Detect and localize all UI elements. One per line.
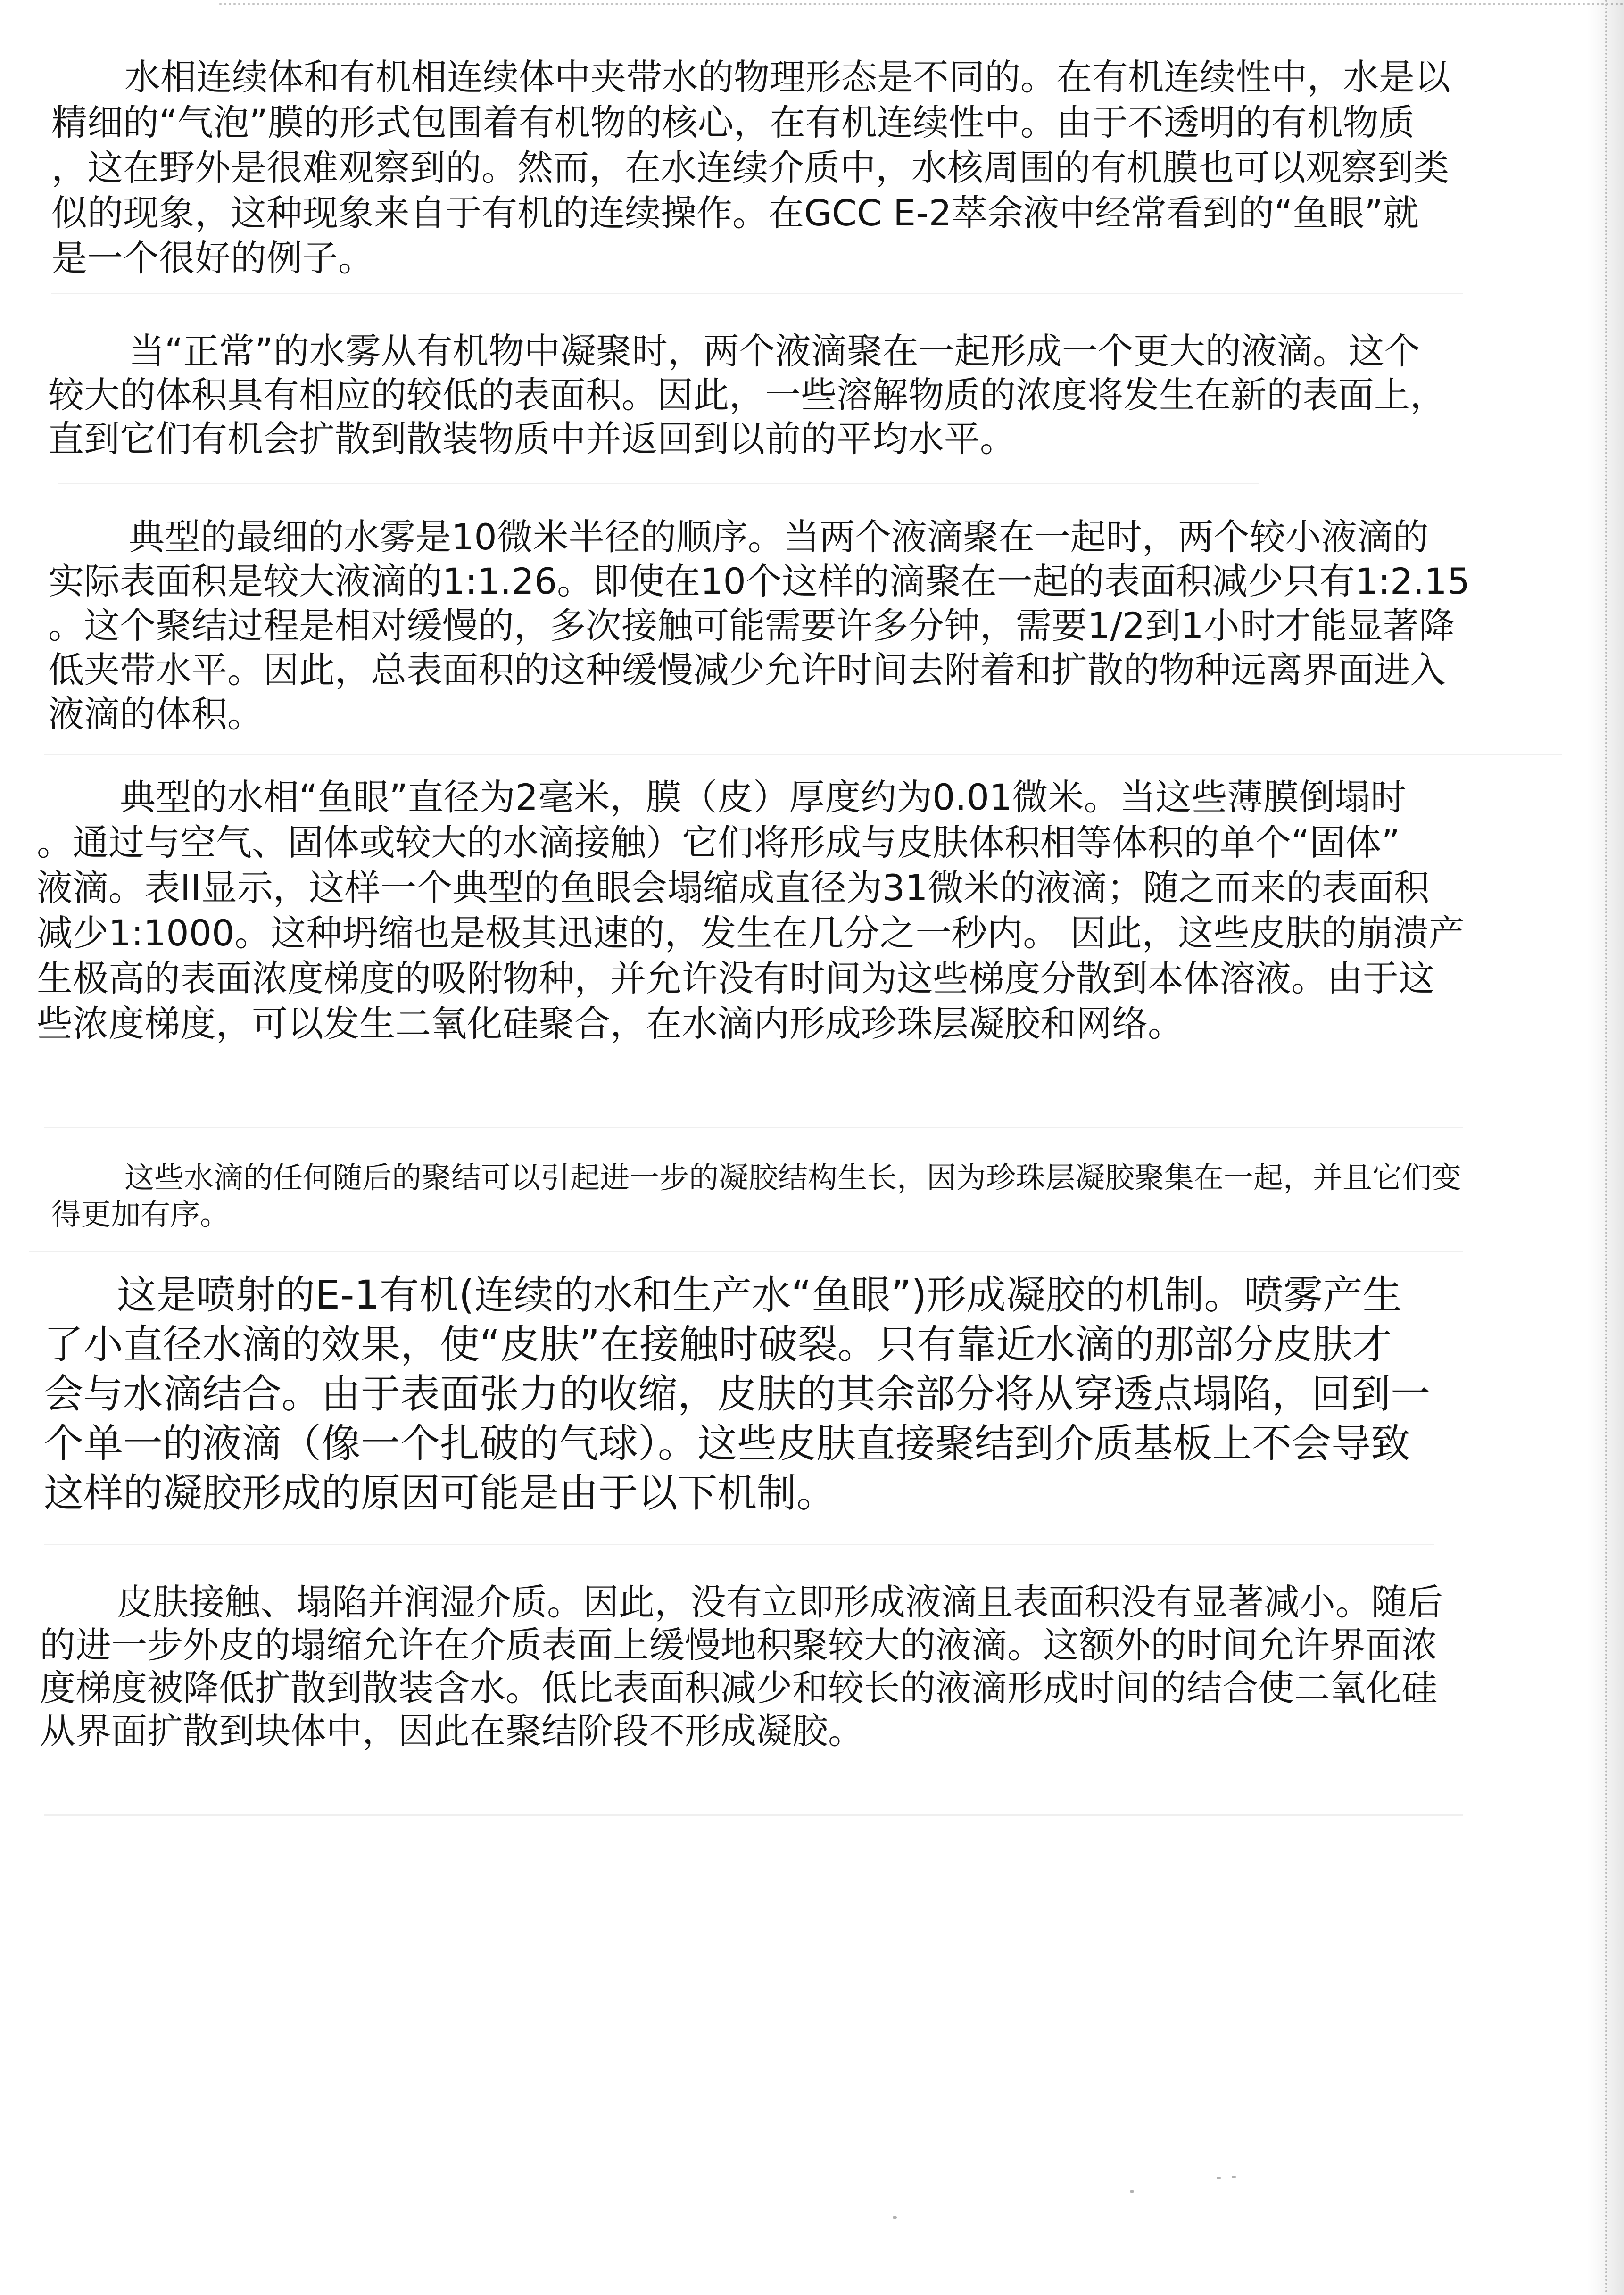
paragraph-3: [48, 515, 1470, 737]
scan-block-edge: [29, 1251, 1463, 1252]
scan-top-edge: [219, 3, 1624, 5]
paragraph-line: 些浓度梯度，可以发生二氧化硅聚合，在水滴内形成珍珠层凝胶和网络。: [37, 1003, 1184, 1044]
paragraph-line: 这是喷射的E-1有机(连续的水和生产水“鱼眼”)形成凝胶的机制。喷雾产生: [117, 1272, 1402, 1318]
scan-speck: [1217, 2177, 1221, 2179]
paragraph-line: 精细的“气泡”膜的形式包围着有机物的核心，在有机连续性中。由于不透明的有机物质: [51, 101, 1415, 143]
paragraph-line: 减少1:1000。这种坍缩也是极其迅速的，发生在几分之一秒内。 因此，这些皮肤的崩溃产: [37, 912, 1465, 954]
paragraph-line: 会与水滴结合。由于表面张力的收缩，皮肤的其余部分将从穿透点塌陷，回到一: [44, 1371, 1431, 1417]
paragraph-line: ，这在野外是很难观察到的。然而，在水连续介质中，水核周围的有机膜也可以观察到类: [51, 147, 1449, 189]
scan-speck: [893, 2216, 897, 2219]
paragraph-line: 典型的水相“鱼眼”直径为2毫米，膜（皮）厚度约为0.01微米。当这些薄膜倒塌时: [120, 776, 1407, 818]
scan-right-edge: [1605, 0, 1607, 2295]
paragraph-line: 液滴。表II显示，这样一个典型的鱼眼会塌缩成直径为31微米的液滴；随之而来的表面积: [37, 867, 1430, 909]
paragraph-line: 的进一步外皮的塌缩允许在介质表面上缓慢地积聚较大的液滴。这额外的时间允许界面浓: [40, 1624, 1437, 1666]
paragraph-line: 这些水滴的任何随后的聚结可以引起进一步的凝胶结构生长，因为珍珠层凝胶聚集在一起，并且它们变: [124, 1160, 1461, 1195]
paragraph-2: [48, 329, 1446, 461]
scan-block-edge: [58, 483, 1259, 484]
paragraph-line: 。这个聚结过程是相对缓慢的，多次接触可能需要许多分钟，需要1/2到1小时才能显著降: [48, 605, 1455, 646]
scan-block-edge: [44, 1544, 1434, 1545]
paragraph-line: 较大的体积具有相应的较低的表面积。因此，一些溶解物质的浓度将发生在新的表面上，: [48, 374, 1446, 416]
paragraph-line: 度梯度被降低扩散到散装含水。低比表面积减少和较长的液滴形成时间的结合使二氧化硅: [40, 1667, 1437, 1709]
paragraph-line: 液滴的体积。: [48, 693, 263, 735]
scan-speck: [1130, 2190, 1134, 2193]
paragraph-6: [44, 1270, 1430, 1518]
scan-block-edge: [44, 1814, 1463, 1816]
paragraph-line: 了小直径水滴的效果，使“皮肤”在接触时破裂。只有靠近水滴的那部分皮肤才: [44, 1321, 1392, 1367]
paragraph-7: [40, 1581, 1443, 1752]
paragraph-line: 生极高的表面浓度梯度的吸附物种，并允许没有时间为这些梯度分散到本体溶液。由于这: [37, 957, 1434, 999]
paragraph-line: 皮肤接触、塌陷并润湿介质。因此，没有立即形成液滴且表面积没有显著减小。随后: [117, 1581, 1443, 1623]
paragraph-line: 。通过与空气、固体或较大的水滴接触）它们将形成与皮肤体积相等体积的单个“固体”: [37, 821, 1400, 863]
paragraph-1: [51, 55, 1450, 281]
paragraph-line: 这样的凝胶形成的原因可能是由于以下机制。: [44, 1470, 837, 1516]
paragraph-line: 似的现象，这种现象来自于有机的连续操作。在GCC E-2萃余液中经常看到的“鱼眼”就: [51, 192, 1419, 234]
paragraph-line: 低夹带水平。因此，总表面积的这种缓慢减少允许时间去附着和扩散的物种远离界面进入: [48, 649, 1446, 691]
paragraph-line: 实际表面积是较大液滴的1:1.26。即使在10个这样的滴聚在一起的表面积减少只有1:2.15: [48, 560, 1470, 602]
paragraph-line: 是一个很好的例子。: [51, 237, 374, 279]
paragraph-line: 典型的最细的水雾是10微米半径的顺序。当两个液滴聚在一起时，两个较小液滴的: [129, 516, 1429, 558]
scan-block-edge: [51, 293, 1463, 294]
paragraph-4: [37, 775, 1465, 1046]
scan-speck: [1232, 2176, 1236, 2178]
paragraph-line: 水相连续体和有机相连续体中夹带水的物理形态是不同的。在有机连续性中，水是以: [124, 56, 1450, 98]
scan-block-edge: [44, 1127, 1463, 1128]
paragraph-line: 当“正常”的水雾从有机物中凝聚时，两个液滴聚在一起形成一个更大的液滴。这个: [129, 330, 1420, 372]
paragraph-line: 得更加有序。: [51, 1197, 230, 1232]
paragraph-5: [51, 1160, 1461, 1233]
paragraph-line: 个单一的液滴（像一个扎破的气球）。这些皮肤直接聚结到介质基板上不会导致: [44, 1420, 1411, 1466]
scan-block-edge: [44, 754, 1562, 755]
paragraph-line: 从界面扩散到块体中，因此在聚结阶段不形成凝胶。: [40, 1710, 864, 1752]
paragraph-line: 直到它们有机会扩散到散装物质中并返回到以前的平均水平。: [48, 418, 1016, 460]
